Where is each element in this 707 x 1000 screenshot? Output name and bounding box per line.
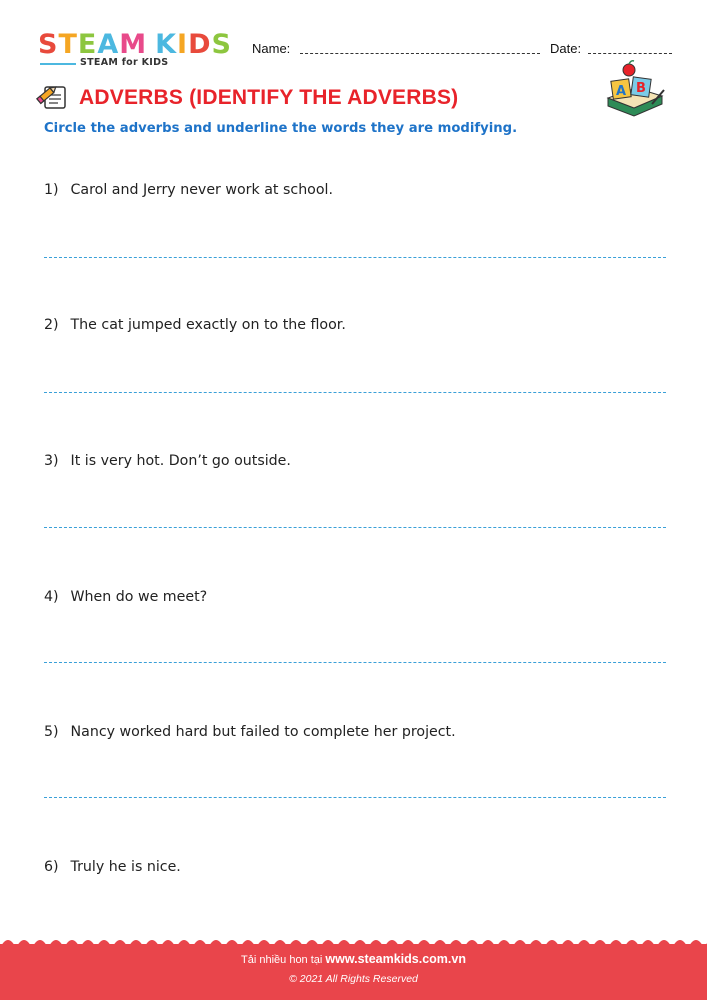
question-3 bbox=[44, 453, 291, 469]
date-label: Date: bbox=[550, 41, 582, 56]
logo-letter: M bbox=[119, 29, 148, 60]
date-field[interactable] bbox=[588, 53, 672, 54]
footer-prefix: Tải nhiều hon tại bbox=[241, 954, 323, 966]
question-6 bbox=[44, 859, 181, 875]
answer-line-5[interactable] bbox=[44, 797, 666, 798]
question-number: 3) bbox=[44, 453, 59, 469]
question-text: Carol and Jerry never work at school. bbox=[70, 182, 333, 198]
question-text: Nancy worked hard but failed to complete her project. bbox=[70, 724, 456, 740]
name-label: Name: bbox=[252, 41, 291, 56]
logo-letter: S bbox=[38, 29, 59, 60]
question-text: The cat jumped exactly on to the floor. bbox=[70, 317, 346, 333]
ab-book-icon bbox=[604, 60, 666, 118]
question-number: 6) bbox=[44, 859, 59, 875]
answer-line-2[interactable] bbox=[44, 392, 666, 393]
svg-text:B: B bbox=[636, 81, 646, 96]
logo-letter: K bbox=[155, 29, 178, 60]
question-4 bbox=[44, 589, 207, 605]
logo-letter: T bbox=[58, 29, 78, 60]
question-text: It is very hot. Don’t go outside. bbox=[70, 453, 291, 469]
question-number: 1) bbox=[44, 182, 59, 198]
footer-copyright: © 2021 All Rights Reserved bbox=[289, 973, 418, 985]
pencil-paper-icon bbox=[36, 84, 68, 110]
name-field[interactable] bbox=[300, 53, 540, 54]
question-text: Truly he is nice. bbox=[70, 859, 181, 875]
svg-text:A: A bbox=[616, 84, 627, 99]
steam-kids-logo bbox=[38, 30, 238, 70]
question-number: 2) bbox=[44, 317, 59, 333]
logo-letter: A bbox=[97, 29, 120, 60]
page-title: ADVERBS (IDENTIFY THE ADVERBS) bbox=[79, 86, 459, 109]
logo-letter: I bbox=[177, 29, 189, 60]
question-5 bbox=[44, 724, 456, 740]
question-1 bbox=[44, 182, 333, 198]
question-number: 5) bbox=[44, 724, 59, 740]
logo-letter: E bbox=[77, 29, 98, 60]
logo-divider bbox=[40, 63, 76, 65]
logo-subtitle: STEAM for KIDS bbox=[80, 57, 169, 68]
answer-line-3[interactable] bbox=[44, 527, 666, 528]
answer-line-4[interactable] bbox=[44, 662, 666, 663]
instruction-text: Circle the adverbs and underline the words they are modifying. bbox=[44, 121, 518, 136]
footer-download-line bbox=[0, 952, 707, 966]
footer-site-link[interactable]: www.steamkids.com.vn bbox=[325, 952, 466, 966]
logo-wordmark bbox=[38, 30, 238, 60]
question-text: When do we meet? bbox=[70, 589, 208, 605]
question-number: 4) bbox=[44, 589, 59, 605]
answer-line-1[interactable] bbox=[44, 257, 666, 258]
logo-letter: S bbox=[211, 29, 232, 60]
question-2 bbox=[44, 317, 346, 333]
logo-letter: D bbox=[188, 29, 212, 60]
